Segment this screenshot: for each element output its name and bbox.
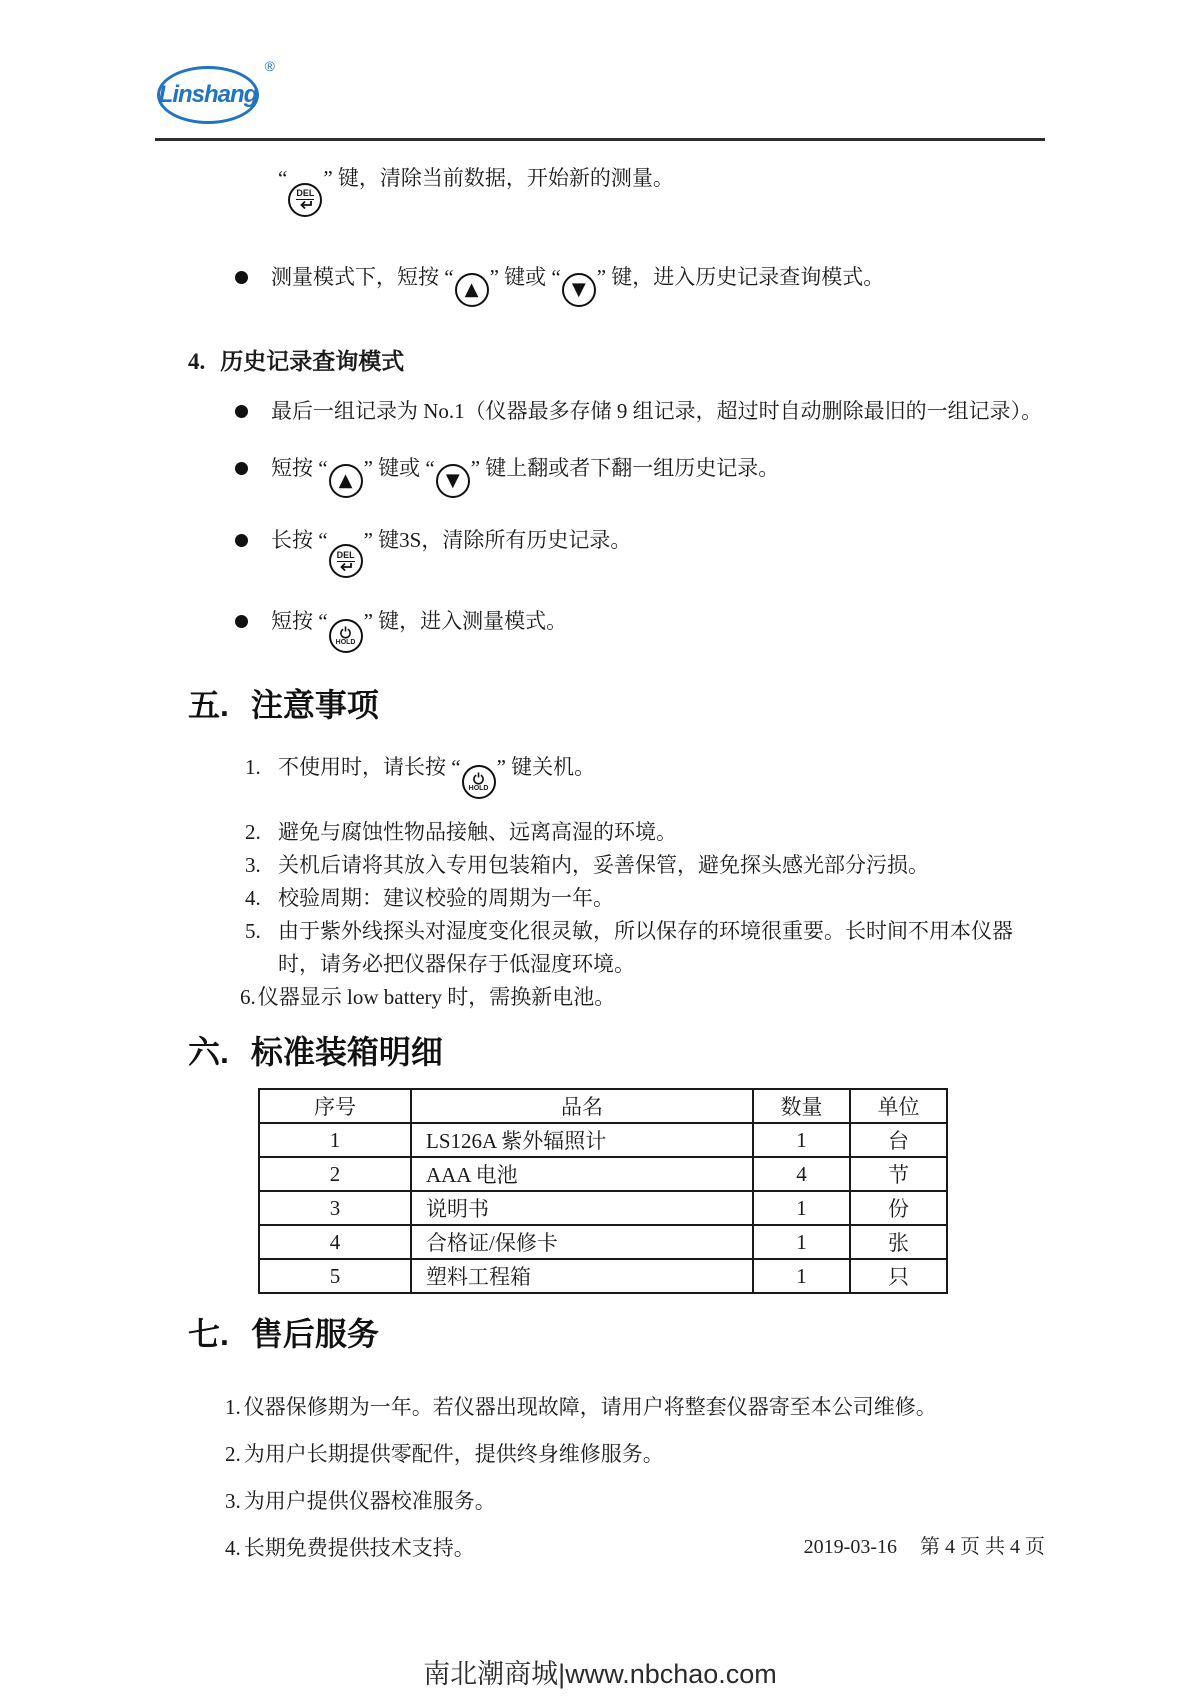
- section6-heading: [188, 1032, 1045, 1072]
- text-segment: 不使用时，请长按 “: [278, 755, 461, 779]
- registered-trademark-icon: ®: [264, 58, 275, 74]
- up-triangle-glyph: ▲: [338, 469, 353, 491]
- note-number: 2.: [245, 820, 261, 844]
- brand-name: Linshang: [158, 81, 258, 108]
- bullet-icon: [235, 615, 248, 628]
- down-arrow-key-icon: [562, 273, 596, 307]
- table-header-row: [259, 1089, 947, 1123]
- cell-name: 说明书: [411, 1191, 753, 1225]
- section7-title: 售后服务: [250, 1316, 379, 1352]
- power-symbol-icon: [339, 626, 352, 639]
- table-row: [259, 1259, 947, 1293]
- bullet-text: 最后一组记录为 No.1（仪器最多存储 9 组记录，超过时自动删除最旧的一组记录）。: [271, 398, 1043, 423]
- bullet-text: [271, 524, 631, 579]
- service-number: 1.: [225, 1395, 241, 1419]
- cell-index: 1: [259, 1123, 411, 1157]
- cell-index: 3: [259, 1191, 411, 1225]
- note-item: [245, 816, 1045, 849]
- service-item: [225, 1439, 1045, 1469]
- service-item: [225, 1486, 1045, 1516]
- cell-unit: 节: [850, 1157, 947, 1191]
- bullet-item: [235, 605, 1045, 653]
- section6-title: 标准装箱明细: [250, 1034, 443, 1070]
- bullet-item: [235, 395, 1045, 428]
- column-header-index: 序号: [259, 1089, 411, 1123]
- column-header-name: 品名: [411, 1089, 753, 1123]
- text-segment: ” 键3S，清除所有历史记录。: [363, 527, 632, 552]
- note-number: 1.: [245, 755, 261, 779]
- section7-heading: [188, 1314, 1045, 1354]
- note-text: 关机后请将其放入专用包装箱内，妥善保管，避免探头感光部分污损。: [278, 853, 929, 877]
- note-item: [245, 915, 1045, 981]
- cell-qty: 1: [753, 1259, 850, 1293]
- note-text: 仪器显示 low battery 时，需换新电池。: [257, 985, 616, 1009]
- note-number: 6.: [240, 985, 256, 1009]
- text-segment: ” 键或 “: [363, 455, 435, 480]
- header-divider: [155, 138, 1045, 141]
- text-segment: ” 键或 “: [489, 264, 561, 289]
- section5-heading: [188, 685, 1045, 725]
- note-item: [240, 981, 1045, 1014]
- watermark-text: 南北潮商城|www.nbchao.com: [423, 1659, 777, 1689]
- page-header: [155, 0, 1045, 128]
- cell-qty: 1: [753, 1123, 850, 1157]
- bullet-icon: [235, 462, 248, 475]
- note-number: 4.: [245, 886, 261, 910]
- section5-number: 五.: [188, 687, 229, 723]
- footer-date: 2019-03-16: [803, 1536, 897, 1558]
- service-item: [225, 1392, 1045, 1422]
- table-row: [259, 1157, 947, 1191]
- cell-name: 塑料工程箱: [411, 1259, 753, 1293]
- note-item: [245, 751, 1045, 799]
- column-header-qty: 数量: [753, 1089, 850, 1123]
- cell-index: 5: [259, 1259, 411, 1293]
- site-watermark: [0, 1652, 1200, 1691]
- section6-number: 六.: [188, 1034, 229, 1070]
- cell-unit: 份: [850, 1191, 947, 1225]
- cell-index: 4: [259, 1225, 411, 1259]
- service-text: 仪器保修期为一年。若仪器出现故障，请用户将整套仪器寄至本公司维修。: [243, 1395, 937, 1419]
- service-text: 为用户提供仪器校准服务。: [243, 1489, 496, 1513]
- cell-qty: 1: [753, 1225, 850, 1259]
- del-enter-key-icon: [329, 544, 363, 578]
- note-number: 5.: [245, 919, 261, 943]
- logo-oval: [157, 66, 259, 124]
- hold-key-label: HOLD: [335, 639, 356, 646]
- note-item: [245, 849, 1045, 882]
- bullet-icon: [235, 534, 248, 547]
- bullet-text: [271, 605, 567, 653]
- bullet-item: [235, 452, 1045, 498]
- note-number: 3.: [245, 853, 261, 877]
- linshang-logo: [157, 58, 275, 124]
- bullet-icon: [235, 405, 248, 418]
- up-arrow-key-icon: [455, 273, 489, 307]
- del-key-instruction-line: [278, 163, 1045, 217]
- up-triangle-glyph: ▲: [464, 278, 479, 300]
- power-hold-key-icon: [329, 619, 363, 653]
- down-arrow-key-icon: [436, 464, 470, 498]
- cell-name: AAA 电池: [411, 1157, 753, 1191]
- text-segment: ” 键上翻或者下翻一组历史记录。: [470, 455, 780, 480]
- hold-key-label: HOLD: [468, 785, 489, 792]
- cell-name: 合格证/保修卡: [411, 1225, 753, 1259]
- bullet-text: [271, 261, 884, 307]
- return-arrow-icon: [298, 200, 313, 210]
- note-text: 校验周期：建议校验的周期为一年。: [278, 886, 614, 910]
- note-text: 避免与腐蚀性物品接触、远离高湿的环境。: [278, 820, 677, 844]
- cell-name: LS126A 紫外辐照计: [411, 1123, 753, 1157]
- del-key-label: DEL: [296, 188, 315, 198]
- up-arrow-key-icon: [329, 464, 363, 498]
- text-segment: ” 键关机。: [496, 755, 596, 779]
- down-triangle-glyph: ▼: [445, 469, 460, 491]
- bullet-item: [235, 524, 1045, 579]
- section4-title: 历史记录查询模式: [220, 348, 405, 374]
- text-segment: 测量模式下，短按 “: [271, 264, 454, 289]
- service-number: 3.: [225, 1489, 241, 1513]
- text-segment: ” 键，进入历史记录查询模式。: [596, 264, 885, 289]
- service-text: 长期免费提供技术支持。: [243, 1536, 475, 1560]
- cell-qty: 1: [753, 1191, 850, 1225]
- section7-number: 七.: [188, 1316, 229, 1352]
- cell-unit: 台: [850, 1123, 947, 1157]
- text-segment: 长按 “: [271, 527, 328, 552]
- note-text: 由于紫外线探头对湿度变化很灵敏，所以保存的环境很重要。长时间不用本仪器时，请务必把仪器保存于低湿度环境。: [278, 919, 1013, 976]
- return-arrow-icon: [338, 562, 353, 572]
- cell-qty: 4: [753, 1157, 850, 1191]
- power-hold-key-icon: [462, 765, 496, 799]
- table-row: [259, 1225, 947, 1259]
- table-row: [259, 1191, 947, 1225]
- service-text: 为用户长期提供零配件，提供终身维修服务。: [243, 1442, 664, 1466]
- text-segment: 短按 “: [271, 609, 328, 633]
- footer-page-number: 第 4 页 共 4 页: [920, 1536, 1045, 1558]
- note-text: [278, 751, 595, 799]
- power-symbol-icon: [472, 772, 485, 785]
- down-triangle-glyph: ▼: [571, 278, 586, 300]
- cell-unit: 张: [850, 1225, 947, 1259]
- cell-unit: 只: [850, 1259, 947, 1293]
- section4-heading: [188, 347, 1045, 377]
- table-row: [259, 1123, 947, 1157]
- bullet-item: [235, 261, 1045, 307]
- text-segment: ” 键，清除当前数据，开始新的测量。: [323, 166, 674, 190]
- del-key-label: DEL: [336, 549, 355, 560]
- page-footer: [804, 1530, 1045, 1559]
- text-segment: ” 键，进入测量模式。: [363, 609, 568, 633]
- del-enter-key-icon: [288, 183, 322, 217]
- service-number: 2.: [225, 1442, 241, 1466]
- bullet-icon: [235, 271, 248, 284]
- cell-index: 2: [259, 1157, 411, 1191]
- text-segment: 短按 “: [271, 455, 328, 480]
- packing-list-table: [258, 1088, 948, 1294]
- bullet-text: [271, 452, 779, 498]
- section4-number: 4.: [188, 348, 206, 374]
- note-item: [245, 882, 1045, 915]
- text-segment: “: [278, 166, 288, 190]
- section5-title: 注意事项: [250, 687, 379, 723]
- service-number: 4.: [225, 1536, 241, 1560]
- column-header-unit: 单位: [850, 1089, 947, 1123]
